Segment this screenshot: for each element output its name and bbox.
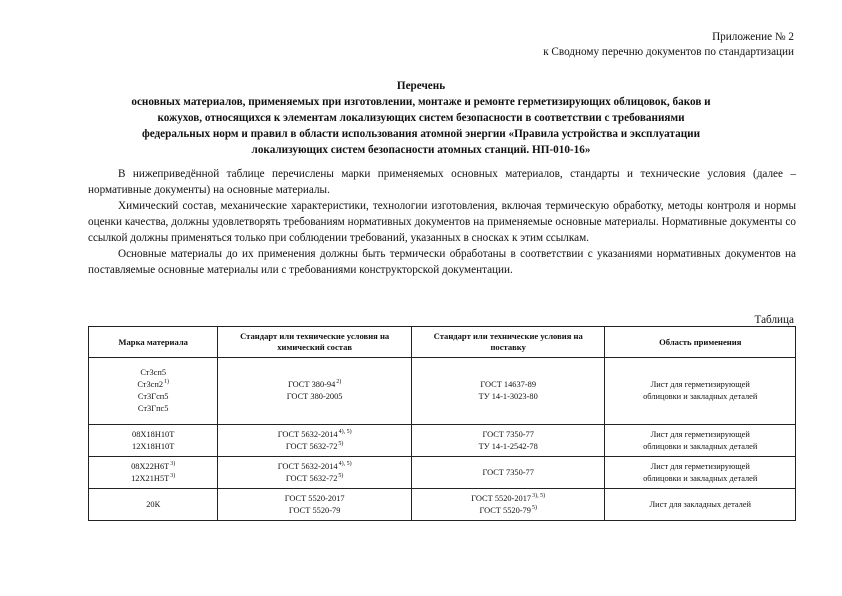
table-row — [89, 489, 796, 521]
footnote-mark: 1) — [164, 379, 170, 385]
footnote-mark: 5) — [531, 504, 537, 511]
cell-chem-standard — [218, 425, 412, 457]
footnote-mark: 2) — [336, 379, 342, 385]
title-line-4: федеральных норм и правил в области использования атомной энергии «Правила устройства и эксплуатации — [141, 128, 701, 140]
cell-application — [605, 425, 796, 457]
footnote-mark: 3) — [170, 460, 176, 467]
cell-supply-standard — [411, 358, 605, 425]
cell-supply-standard-text: ТУ 14-1-3023-80 — [478, 392, 538, 401]
footnote-mark: 5) — [338, 472, 344, 479]
cell-chem-standard-line — [221, 461, 408, 473]
cell-application-text: Лист для герметизирующей — [650, 461, 750, 471]
cell-chem-standard-text: ГОСТ 380-2005 — [286, 392, 343, 401]
cell-application-text: облицовки и закладных деталей — [643, 473, 758, 483]
cell-chem-standard — [218, 457, 412, 489]
cell-application — [605, 489, 796, 521]
footnote-mark: 4), 5) — [338, 428, 352, 435]
cell-supply-standard — [411, 457, 605, 489]
title-line-1: Перечень — [396, 80, 446, 92]
cell-chem-standard-line — [221, 441, 408, 453]
cell-material — [89, 425, 218, 457]
cell-material-line — [92, 473, 214, 485]
cell-chem-standard-text: ГОСТ 5632-2014 — [277, 461, 338, 471]
intro-paragraph-2: Химический состав, механические характеристики, технологии изготовления, включая термическую обработку, методы контроля и нормы оценки качества, должны удовлетворять требованиям нормативных документов на применяемые основные материалы. Нормативные документы со ссылкой должны применяться только при соблюдении требований, указанных в сносках к этим ссылкам. — [88, 200, 796, 244]
cell-supply-standard-line — [415, 493, 602, 505]
cell-material-text: Ст3сп5 — [140, 368, 167, 377]
cell-chem-standard-text: ГОСТ 5632-2014 — [277, 429, 338, 439]
cell-material-line — [92, 441, 214, 453]
cell-material-text: Ст3Гсп5 — [137, 392, 169, 401]
cell-supply-standard — [411, 489, 605, 521]
cell-chem-standard-line — [221, 473, 408, 485]
cell-application-line — [608, 473, 792, 485]
materials-table — [88, 326, 796, 521]
intro-paragraph-3: Основные материалы до их применения должны быть термически обработаны в соответствии с указаниями нормативных документов на поставляемые основные материалы или с требованиями конструкторской документации. — [88, 248, 796, 276]
cell-material-line — [92, 391, 214, 403]
appendix-header — [543, 30, 794, 60]
header-material: Марка материала — [89, 327, 218, 358]
cell-supply-standard-line — [415, 379, 602, 391]
cell-chem-standard-line — [221, 493, 408, 505]
cell-application-text: Лист для герметизирующей — [650, 429, 750, 439]
appendix-number: Приложение № 2 — [712, 31, 794, 43]
cell-chem-standard-line — [221, 505, 408, 517]
cell-application-text: Лист для закладных деталей — [649, 499, 752, 509]
title-line-5: локализующих систем безопасности атомных станций. НП-010-16» — [251, 144, 591, 156]
cell-material — [89, 489, 218, 521]
document-title — [50, 78, 792, 158]
footnote-mark: 3), 5) — [532, 492, 546, 499]
cell-chem-standard-text: ГОСТ 5632-72 — [285, 473, 338, 483]
cell-chem-standard-text: ГОСТ 5632-72 — [285, 441, 338, 451]
header-application: Область применения — [605, 327, 796, 358]
cell-supply-standard-line — [415, 391, 602, 403]
cell-supply-standard-line — [415, 467, 602, 479]
cell-chem-standard — [218, 358, 412, 425]
cell-application-line — [608, 391, 792, 403]
cell-application-line — [608, 379, 792, 391]
cell-material-line — [92, 379, 214, 391]
header-supply-standard: Стандарт или технические условия на поставку — [411, 327, 605, 358]
cell-material-text: Ст3сп2 — [137, 380, 164, 389]
appendix-reference: к Сводному перечню документов по стандартизации — [543, 46, 794, 58]
cell-material-text: 08Х22Н6Т — [131, 461, 170, 471]
cell-supply-standard-line — [415, 441, 602, 453]
table-row — [89, 358, 796, 425]
cell-chem-standard-text: ГОСТ 5520-79 — [288, 505, 341, 515]
cell-chem-standard-line — [221, 429, 408, 441]
cell-material — [89, 457, 218, 489]
cell-supply-standard-text: ГОСТ 7350-77 — [482, 467, 534, 477]
cell-application-line — [608, 441, 792, 453]
intro-paragraph-1: В нижеприведённой таблице перечислены марки применяемых основных материалов, стандарты и технические условия (далее – нормативные документы) на основные материалы. — [88, 168, 796, 196]
cell-application-line — [608, 499, 792, 511]
cell-material-text: 12Х21Н5Т — [131, 473, 170, 483]
cell-application-line — [608, 461, 792, 473]
cell-supply-standard — [411, 425, 605, 457]
cell-supply-standard-text: ГОСТ 14637-89 — [480, 380, 537, 389]
table-row — [89, 425, 796, 457]
intro-text — [88, 166, 796, 278]
cell-application-line — [608, 429, 792, 441]
cell-supply-standard-line — [415, 429, 602, 441]
cell-material — [89, 358, 218, 425]
cell-application-text: Лист для герметизирующей — [650, 380, 750, 389]
cell-supply-standard-text: ГОСТ 5520-79 — [479, 505, 531, 515]
cell-material-text: 20К — [146, 499, 161, 509]
cell-material-line — [92, 403, 214, 415]
cell-chem-standard-text: ГОСТ 380-94 — [287, 380, 336, 389]
cell-supply-standard-text: ГОСТ 5520-2017 — [471, 493, 532, 503]
cell-supply-standard-text: ТУ 14-1-2542-78 — [478, 441, 538, 451]
cell-application — [605, 457, 796, 489]
cell-material-text: Ст3Гпс5 — [137, 404, 169, 413]
cell-chem-standard-line — [221, 379, 408, 391]
cell-material-line — [92, 499, 214, 511]
cell-material-line — [92, 429, 214, 441]
table-body — [89, 358, 796, 521]
footnote-mark: 5) — [338, 440, 344, 447]
cell-application-text: облицовки и закладных деталей — [643, 392, 758, 401]
table-caption: Таблица — [754, 314, 794, 326]
cell-material-line — [92, 461, 214, 473]
cell-material-text: 08Х18Н10Т — [132, 429, 175, 439]
table-row — [89, 457, 796, 489]
title-line-2: основных материалов, применяемых при изготовлении, монтаже и ремонте герметизирующих облицовок, баков и — [131, 96, 711, 108]
cell-chem-standard-line — [221, 391, 408, 403]
title-line-3: кожухов, относящихся к элементам локализующих систем безопасности в соответствии с требованиями — [157, 112, 685, 124]
table-header-row — [89, 327, 796, 358]
cell-application-text: облицовки и закладных деталей — [643, 441, 758, 451]
cell-material-text: 12Х18Н10Т — [132, 441, 175, 451]
footnote-mark: 4), 5) — [338, 460, 352, 467]
cell-material-line — [92, 367, 214, 379]
cell-supply-standard-text: ГОСТ 7350-77 — [482, 429, 534, 439]
header-chem-standard: Стандарт или технические условия на химический состав — [218, 327, 412, 358]
cell-chem-standard-text: ГОСТ 5520-2017 — [284, 493, 345, 503]
cell-chem-standard — [218, 489, 412, 521]
cell-application — [605, 358, 796, 425]
footnote-mark: 3) — [170, 472, 176, 479]
cell-supply-standard-line — [415, 505, 602, 517]
